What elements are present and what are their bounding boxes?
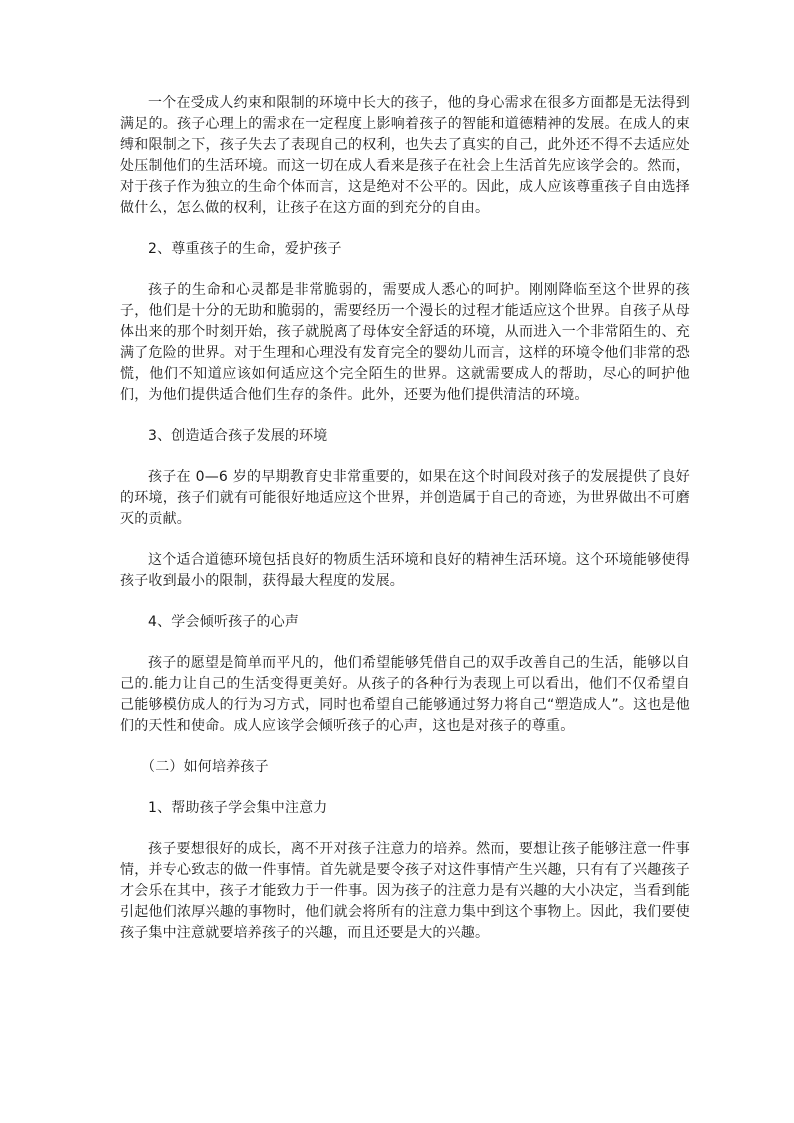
paragraph-moral-environment: 这个适合道德环境包括良好的物质生活环境和良好的精神生活环境。这个环境能够使得孩子收到最小的限制，获得最大程度的发展。 — [120, 552, 690, 589]
document-body — [120, 93, 690, 964]
heading-listen-children: 4、学会倾听孩子的心声 — [148, 614, 300, 630]
paragraph-listen-children: 孩子的愿望是简单而平凡的，他们希望能够凭借自己的双手改善自己的生活，能够以自己的.能力让自己的生活变得更美好。从孩子的各种行为表现上可以看出，他们不仅希望自己能够模仿成人的行为习方式，同时也希望自己能够通过努力将自己“塑造成人”。这也是他们的天性和使命。成人应该学会倾听孩子的心声，这也是对孩子的尊重。 — [120, 655, 690, 734]
paragraph-attention: 孩子要想很好的成长，离不开对孩子注意力的培养。然而，要想让孩子能够注意一件事情，并专心致志的做一件事情。首先就是要令孩子对这件事情产生兴趣，只有有了兴趣孩子才会乐在其中，孩子才能致力于一件事。因为孩子的注意力是有兴趣的大小决定，当看到能引起他们浓厚兴趣的事物时，他们就会将所有的注意力集中到这个事物上。因此，我们要使孩子集中注意就要培养孩子的兴趣，而且还要是大的兴趣。 — [120, 841, 690, 941]
heading-attention: 1、帮助孩子学会集中注意力 — [148, 800, 328, 816]
heading-create-environment: 3、创造适合孩子发展的环境 — [148, 428, 328, 444]
section-title-how-to-raise: （二）如何培养孩子 — [141, 759, 269, 775]
paragraph-respect-life: 孩子的生命和心灵都是非常脆弱的，需要成人悉心的呵护。刚刚降临至这个世界的孩子，他们是十分的无助和脆弱的，需要经历一个漫长的过程才能适应这个世界。自孩子从母体出来的那个时刻开始，孩子就脱离了母体安全舒适的环境，从而进入一个非常陌生的、充满了危险的世界。对于生理和心理没有发育完全的婴幼儿而言，这样的环境令他们非常的恐慌，他们不知道应该如何适应这个完全陌生的世界。这就需要成人的帮助，尽心的呵护他们，为他们提供适合他们生存的条件。此外，还要为他们提供清洁的环境。 — [120, 282, 690, 403]
paragraph-early-education: 孩子在 0—6 岁的早期教育史非常重要的，如果在这个时间段对孩子的发展提供了良好的环境，孩子们就有可能很好地适应这个世界，并创造属于自己的奇迹，为世界做出不可磨灭的贡献。 — [120, 469, 690, 527]
heading-respect-life: 2、尊重孩子的生命，爱护孩子 — [148, 241, 342, 257]
paragraph-respect-freedom: 一个在受成人约束和限制的环境中长大的孩子，他的身心需求在很多方面都是无法得到满足的。孩子心理上的需求在一定程度上影响着孩子的智能和道德精神的发展。在成人的束缚和限制之下，孩子失去了表现自己的权利，也失去了真实的自己，此外还不得不去适应处处压制他们的生活环境。而这一切在成人看来是孩子在社会上生活首先应该学会的。然而，对于孩子作为独立的生命个体而言，这是绝对不公平的。因此，成人应该尊重孩子自由选择做什么，怎么做的权利，让孩子在这方面的到充分的自由。 — [120, 95, 690, 216]
